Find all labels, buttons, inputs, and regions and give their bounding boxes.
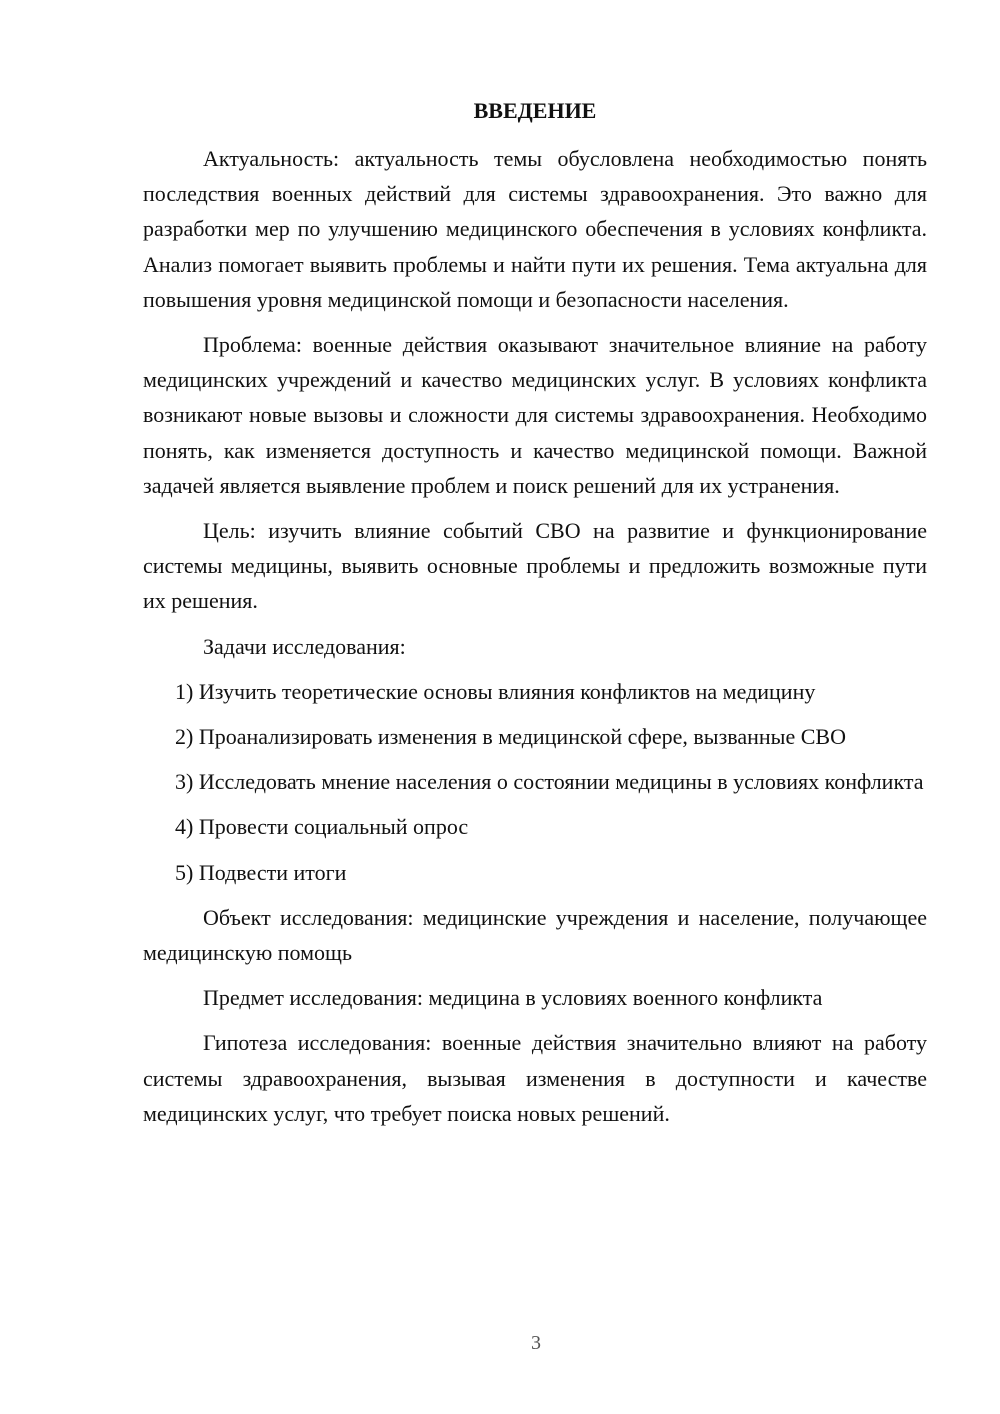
page-content — [143, 95, 927, 1141]
paragraph-problem: Проблема: военные действия оказывают значительное влияние на работу медицинских учреждений и качество медицинских услуг. В условиях конфликта возникают новые вызовы и сложности для системы здравоохранения. Необходимо понять, как изменяется доступность и качество медицинской помощи. Важной задачей является выявление проблем и поиск решений для их устранения. — [143, 332, 927, 498]
task-item-3: 3) Исследовать мнение населения о состоянии медицины в условиях конфликта — [175, 769, 924, 795]
tasks-heading: Задачи исследования: — [203, 633, 406, 659]
task-item-5: 5) Подвести итоги — [175, 859, 347, 885]
paragraph-subject: Предмет исследования: медицина в условиях военного конфликта — [203, 985, 823, 1011]
page-number: 3 — [531, 1332, 541, 1354]
task-item-1: 1) Изучить теоретические основы влияния конфликтов на медицину — [175, 678, 816, 704]
task-item-4: 4) Провести социальный опрос — [175, 814, 469, 840]
paragraph-object: Объект исследования: медицинские учреждения и население, получающее медицинскую помощь — [143, 904, 927, 966]
task-item-2: 2) Проанализировать изменения в медицинской сфере, вызванные СВО — [175, 724, 846, 750]
paragraph-hypothesis: Гипотеза исследования: военные действия значительно влияют на работу системы здравоохранения, вызывая изменения в доступности и качестве медицинских услуг, что требует поиска новых решений. — [143, 1030, 927, 1126]
paragraph-relevance: Актуальность: актуальность темы обусловлена необходимостью понять последствия военных действий для системы здравоохранения. Это важно для разработки мер по улучшению медицинского обеспечения в условиях конфликта. Анализ помогает выявить проблемы и найти пути их решения. Тема актуальна для повышения уровня медицинской помощи и безопасности населения. — [143, 146, 927, 312]
page-title: ВВЕДЕНИЕ — [473, 98, 597, 123]
paragraph-goal: Цель: изучить влияние событий СВО на развитие и функционирование системы медицины, выявить основные проблемы и предложить возможные пути их решения. — [143, 518, 927, 614]
